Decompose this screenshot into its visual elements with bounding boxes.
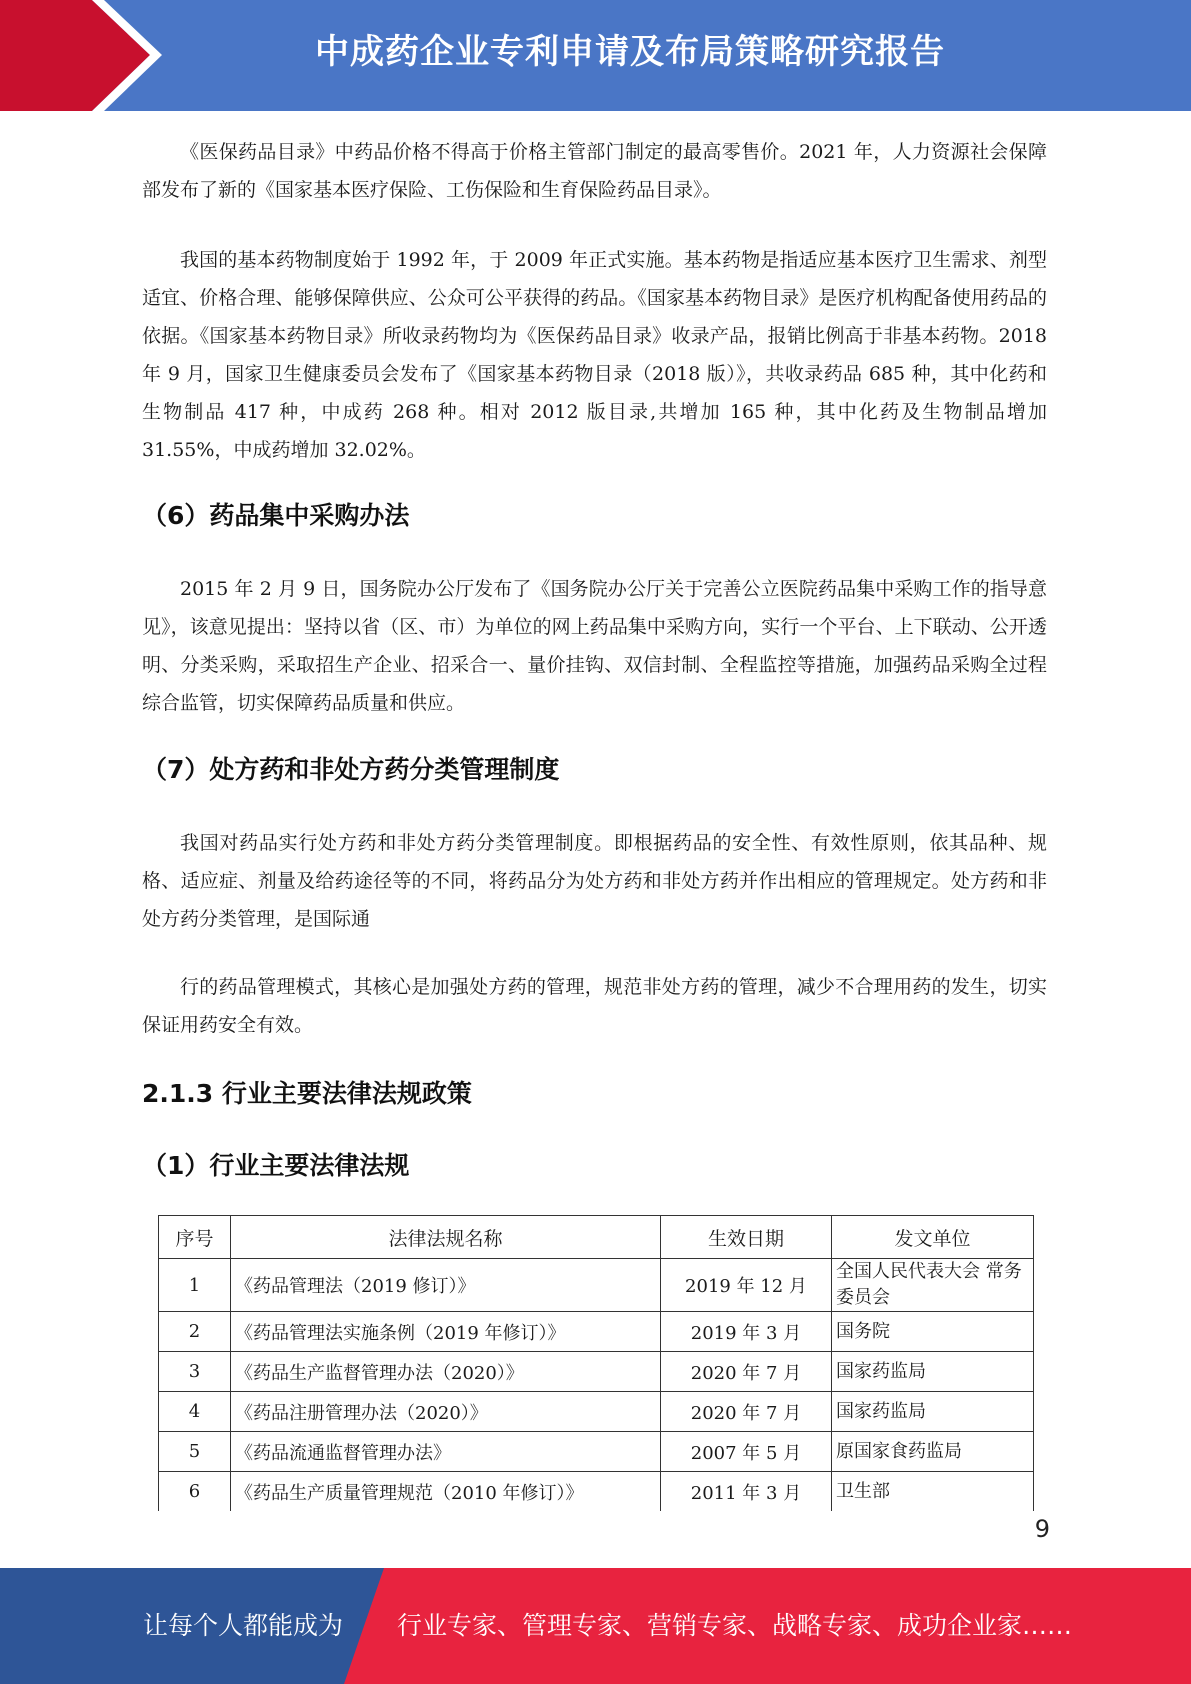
table-row bbox=[159, 1432, 1034, 1472]
column-header-index: 序号 bbox=[159, 1216, 231, 1259]
cell-date: 2020 年 7 月 bbox=[661, 1352, 832, 1392]
paragraph-text: 2015 年 2 月 9 日，国务院办公厅发布了《国务院办公厅关于完善公立医院药品集中采购工作的指导意见》，该意见提出：坚持以省（区、市）为单位的网上药品集中采购方向，实行一个平台、上下联动、公开透明、分类采购，采取招生产企业、招采合一、量价挂钩、双信封制、全程监控等措施，加强药品采购全过程综合监管，切实保障药品质量和供应。 bbox=[142, 578, 1047, 714]
column-header-date: 生效日期 bbox=[661, 1216, 832, 1259]
cell-issuer: 国家药监局 bbox=[832, 1392, 1034, 1432]
table-row bbox=[159, 1392, 1034, 1432]
cell-issuer: 全国人民代表大会 常务委员会 bbox=[832, 1259, 1034, 1312]
paragraph-text: 我国的基本药物制度始于 1992 年，于 2009 年正式实施。基本药物是指适应基本医疗卫生需求、剂型适宜、价格合理、能够保障供应、公众可公平获得的药品。《国家基本药物目录》是医疗机构配备使用药品的依据。《国家基本药物目录》所收录药物均为《医保药品目录》收录产品，报销比例高于非基本药物。2018 年 9 月，国家卫生健康委员会发布了《国家基本药物目录（2018 版）》，共收录药品 685 种，其中化药和生物制品 417 种，中成药 268 种。相对 2012 版目录,共增加 165 种，其中化药及生物制品增加 31.55%，中成药增加 32.02%。 bbox=[142, 249, 1047, 461]
section-heading-laws-and-policies: 2.1.3 行业主要法律法规政策 bbox=[142, 1079, 472, 1108]
cell-index: 1 bbox=[159, 1259, 231, 1312]
cell-date: 2020 年 7 月 bbox=[661, 1392, 832, 1432]
section-heading-centralized-procurement: （6）药品集中采购办法 bbox=[142, 501, 410, 530]
column-header-name: 法律法规名称 bbox=[231, 1216, 661, 1259]
cell-index: 2 bbox=[159, 1312, 231, 1352]
paragraph-essential-drugs bbox=[142, 241, 1047, 469]
table-row bbox=[159, 1352, 1034, 1392]
cell-issuer: 原国家食药监局 bbox=[832, 1432, 1034, 1472]
cell-law-name: 《药品流通监督管理办法》 bbox=[231, 1432, 661, 1472]
header-title: 中成药企业专利申请及布局策略研究报告 bbox=[315, 32, 945, 72]
paragraph-text: 行的药品管理模式，其核心是加强处方药的管理，规范非处方药的管理，减少不合理用药的发生，切实保证用药安全有效。 bbox=[142, 976, 1047, 1036]
cell-issuer: 国家药监局 bbox=[832, 1352, 1034, 1392]
column-header-issuer: 发文单位 bbox=[832, 1216, 1034, 1259]
paragraph-text: 《医保药品目录》中药品价格不得高于价格主管部门制定的最高零售价。2021 年，人力资源社会保障部发布了新的《国家基本医疗保险、工伤保险和生育保险药品目录》。 bbox=[142, 141, 1047, 201]
cell-date: 2007 年 5 月 bbox=[661, 1432, 832, 1472]
cell-issuer: 国务院 bbox=[832, 1312, 1034, 1352]
cell-index: 3 bbox=[159, 1352, 231, 1392]
paragraph-prescription-management-continued bbox=[142, 968, 1047, 1044]
footer-slogan-right: 行业专家、管理专家、营销专家、战略专家、成功企业家…… bbox=[397, 1611, 1073, 1640]
paragraph-procurement bbox=[142, 570, 1047, 722]
table-row bbox=[159, 1472, 1034, 1512]
page-number: 9 bbox=[1034, 1515, 1050, 1543]
cell-index: 5 bbox=[159, 1432, 231, 1472]
table-row bbox=[159, 1312, 1034, 1352]
section-heading-main-laws: （1）行业主要法律法规 bbox=[142, 1151, 410, 1180]
footer-slogan-left: 让每个人都能成为 bbox=[143, 1611, 344, 1640]
cell-law-name: 《药品生产质量管理规范（2010 年修订）》 bbox=[231, 1472, 661, 1512]
table-header-row bbox=[159, 1216, 1034, 1259]
cell-issuer: 卫生部 bbox=[832, 1472, 1034, 1512]
paragraph-drug-list-price bbox=[142, 133, 1047, 209]
page-footer bbox=[0, 1568, 1191, 1684]
paragraph-prescription-management bbox=[142, 824, 1047, 938]
cell-date: 2011 年 3 月 bbox=[661, 1472, 832, 1512]
cell-date: 2019 年 12 月 bbox=[661, 1259, 832, 1312]
laws-table bbox=[158, 1215, 1034, 1511]
page-header bbox=[0, 0, 1191, 111]
table-row bbox=[159, 1259, 1034, 1312]
cell-date: 2019 年 3 月 bbox=[661, 1312, 832, 1352]
paragraph-text: 我国对药品实行处方药和非处方药分类管理制度。即根据药品的安全性、有效性原则，依其品种、规格、适应症、剂量及给药途径等的不同，将药品分为处方药和非处方药并作出相应的管理规定。处方药和非处方药分类管理，是国际通 bbox=[142, 832, 1047, 930]
cell-index: 4 bbox=[159, 1392, 231, 1432]
cell-index: 6 bbox=[159, 1472, 231, 1512]
cell-law-name: 《药品注册管理办法（2020）》 bbox=[231, 1392, 661, 1432]
cell-law-name: 《药品生产监督管理办法（2020）》 bbox=[231, 1352, 661, 1392]
cell-law-name: 《药品管理法（2019 修订）》 bbox=[231, 1259, 661, 1312]
section-heading-prescription-classification: （7）处方药和非处方药分类管理制度 bbox=[142, 755, 560, 784]
cell-law-name: 《药品管理法实施条例（2019 年修订）》 bbox=[231, 1312, 661, 1352]
